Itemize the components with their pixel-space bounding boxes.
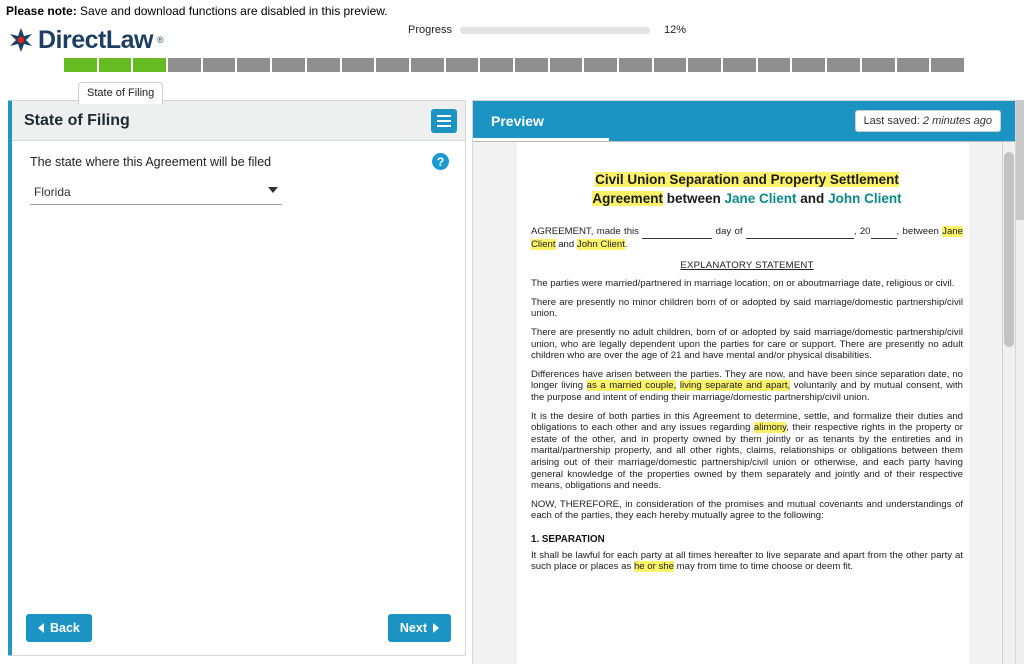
step-segment[interactable]	[827, 58, 860, 72]
brand-logo[interactable]	[8, 26, 164, 54]
step-segment[interactable]	[203, 58, 236, 72]
step-segment[interactable]	[723, 58, 756, 72]
desire-text-b: , their respective rights in the property or estate of the other, and in property owned by them jointly or as tenants by the entireties and in marital/partnership property, and all other rights, claims, relationships or obligations between them arising out of their marriage/domestic partnership/civil union or otherwise, and each party having general knowledge of the properties owned by them separately and jointly and of their respective means, obligations and needs.	[531, 422, 964, 492]
differences-highlight-1: as a married couple,	[586, 380, 677, 392]
step-segment[interactable]	[446, 58, 479, 72]
directlaw-mark-icon	[8, 27, 34, 53]
document-paragraph: There are presently no minor children born of or adopted by said marriage/domestic partnership/civil union.	[531, 296, 963, 320]
form-panel-header	[12, 101, 465, 141]
step-segment[interactable]	[99, 58, 132, 72]
document-page	[517, 142, 969, 664]
section-1-heading: 1. SEPARATION	[531, 533, 605, 545]
progress-track	[460, 27, 650, 34]
intro-party2: John Client	[576, 238, 625, 250]
intro-blank-day	[642, 226, 712, 239]
state-select-wrapper	[30, 179, 282, 205]
brand-name: DirectLaw	[38, 25, 153, 54]
brand-registered-mark: ®	[156, 35, 164, 45]
section1-highlight-pronoun: he or she	[633, 561, 674, 573]
preview-notice-label: Please note:	[6, 4, 77, 18]
section-1-paragraph	[531, 550, 963, 573]
step-segment[interactable]	[237, 58, 270, 72]
desire-highlight-alimony: alimony	[753, 422, 787, 434]
form-panel	[8, 100, 466, 656]
intro-pre: AGREEMENT, made this	[531, 226, 639, 237]
step-segment[interactable]	[897, 58, 930, 72]
document-scroll-area[interactable]	[473, 141, 1015, 664]
preview-notice-text: Save and download functions are disabled in this preview.	[80, 4, 388, 18]
document-title-party1: Jane Client	[724, 191, 797, 206]
intro-blank-month	[746, 226, 854, 239]
last-saved-label: Last saved:	[863, 115, 920, 127]
state-field-label: The state where this Agreement will be filed	[30, 155, 272, 169]
preview-tab[interactable]: Preview	[491, 113, 544, 129]
section1-text-a: It shall be lawful for each party at all times hereafter to live separate and apart from the other party at such place or places as	[531, 549, 963, 573]
document-paragraph-differences	[531, 369, 963, 404]
differences-text-a: Differences have arisen between the parties. They are now, and have been since separation date, no longer living	[531, 368, 963, 392]
step-segment[interactable]	[168, 58, 201, 72]
form-footer	[12, 601, 465, 655]
document-intro-paragraph	[531, 226, 963, 250]
state-select[interactable]	[30, 179, 282, 205]
step-segment[interactable]	[654, 58, 687, 72]
step-segment[interactable]	[342, 58, 375, 72]
last-saved-status	[855, 110, 1001, 132]
preview-panel	[472, 100, 1016, 664]
preview-panel-header	[473, 101, 1015, 141]
progress-percent: 12%	[664, 24, 687, 36]
explanatory-statement-heading: EXPLANATORY STATEMENT	[680, 260, 814, 272]
step-segment[interactable]	[480, 58, 513, 72]
section1-text-b: may from time to time choose or deem fit.	[676, 561, 854, 573]
step-segment[interactable]	[688, 58, 721, 72]
progress-indicator	[408, 20, 708, 40]
hamburger-icon[interactable]	[431, 109, 457, 133]
document-title-between: between	[666, 191, 721, 206]
document-paragraph-desire	[531, 411, 963, 492]
document-title-part1: Civil Union Separation and Property Settlement	[595, 172, 899, 187]
step-segment[interactable]	[619, 58, 652, 72]
step-segment[interactable]	[64, 58, 97, 72]
next-button-label: Next	[399, 621, 427, 635]
step-segment[interactable]	[307, 58, 340, 72]
back-button-label: Back	[50, 621, 80, 635]
last-saved-value: 2 minutes ago	[922, 115, 992, 127]
document-paragraph: The parties were married/partnered in marriage location, on or aboutmarriage date, religious or civil.	[531, 278, 955, 290]
step-segment[interactable]	[515, 58, 548, 72]
intro-mid3: , between	[896, 226, 939, 237]
intro-mid1: day of	[715, 226, 743, 237]
step-progress-bar[interactable]	[64, 58, 964, 72]
page-scrollbar[interactable]	[1016, 100, 1024, 664]
back-button[interactable]	[26, 614, 92, 642]
step-segment[interactable]	[862, 58, 895, 72]
next-button[interactable]	[388, 614, 451, 642]
intro-party1: Jane Client	[531, 226, 963, 250]
differences-highlight-2: living separate and apart,	[679, 380, 791, 392]
document-title	[545, 170, 949, 208]
form-panel-title: State of Filing	[24, 111, 130, 129]
document-title-and: and	[800, 191, 825, 206]
chevron-left-icon	[38, 623, 44, 633]
step-segment[interactable]	[411, 58, 444, 72]
step-segment[interactable]	[931, 58, 964, 72]
intro-end: .	[624, 238, 628, 250]
chevron-right-icon	[433, 623, 439, 633]
form-body	[12, 141, 465, 611]
preview-notice	[0, 0, 1024, 22]
page-scrollbar-thumb[interactable]	[1016, 100, 1024, 220]
document-title-party2: John Client	[828, 191, 902, 206]
differences-text-b: voluntarily and by mutual consent, with the purpose and intent of ending their marriage/domestic partnership/civil union.	[531, 380, 964, 403]
step-segment[interactable]	[758, 58, 791, 72]
tab-state-of-filing[interactable]	[78, 82, 163, 104]
question-mark-icon[interactable]: ?	[432, 153, 449, 170]
step-segment[interactable]	[133, 58, 166, 72]
step-segment[interactable]	[376, 58, 409, 72]
document-paragraph-now-therefore: NOW, THEREFORE, in consideration of the promises and mutual covenants and understandings of each of the parties, they each hereby mutually agree to the following:	[531, 498, 963, 522]
step-segment[interactable]	[272, 58, 305, 72]
intro-mid2: , 20	[853, 226, 871, 237]
step-segment[interactable]	[550, 58, 583, 72]
desire-text-a: It is the desire of both parties in this Agreement to determine, settle, and formalize their duties and obligations to each other and any issues regarding	[531, 410, 963, 434]
step-segment[interactable]	[792, 58, 825, 72]
document-paragraph: There are presently no adult children, born of or adopted by said marriage/domestic partnership/civil union, who are legally dependent upon the parties for care or support. There are presently no adult children who are over the age of 21 and have mental and/or physical disabilities.	[531, 326, 963, 362]
tab-label: State of Filing	[87, 87, 155, 99]
progress-label: Progress	[408, 24, 453, 36]
step-segment[interactable]	[584, 58, 617, 72]
document-title-agreement: Agreement	[592, 191, 663, 206]
document-scrollbar-thumb[interactable]	[1004, 152, 1014, 347]
intro-and: and	[558, 238, 575, 250]
intro-blank-year	[871, 226, 897, 239]
document-scrollbar[interactable]	[1002, 142, 1015, 664]
